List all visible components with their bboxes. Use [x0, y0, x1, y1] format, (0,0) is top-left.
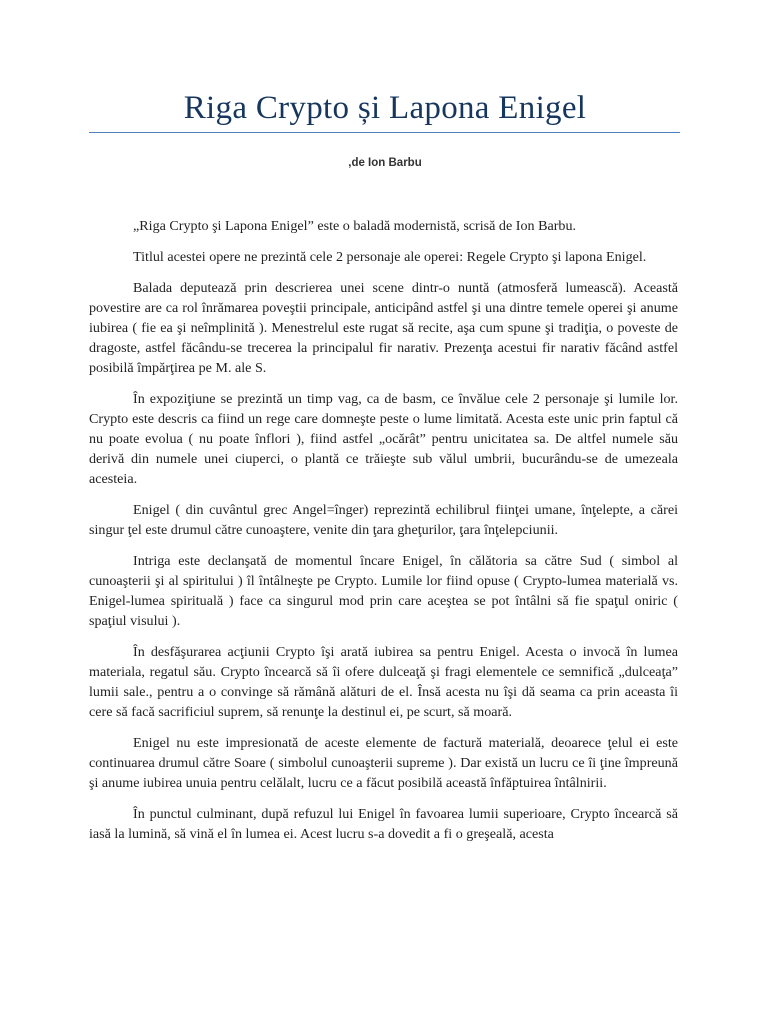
paragraph: „Riga Crypto şi Lapona Enigel” este o baladă modernistă, scrisă de Ion Barbu.	[133, 218, 577, 234]
paragraph: Intriga este declanşată de momentul încare Enigel, în călătoria sa către Sud ( simbol al cunoaşterii şi al spiritului ) îl întâlneşte pe Crypto. Lumile lor fiind opuse ( Crypto-lumea materială vs. Enigel-lumea spirituală ) face ca singurul mod prin care aceştea se pot întâlni să fie spaţul oniric ( spaţiul visului ).	[89, 553, 678, 629]
document-body	[89, 216, 678, 855]
paragraph: Titlul acestei opere ne prezintă cele 2 personaje ale operei: Regele Crypto şi lapona Enigel.	[133, 249, 647, 265]
paragraph: În desfăşurarea acţiunii Crypto îşi arată iubirea sa pentru Enigel. Acesta o invocă în lumea materiala, regatul său. Crypto încearcă să îi ofere dulceaţă şi fragi elementele ce semnifică „dulceaţa” lumii sale., pentru a o convinge să rămână alături de el. Însă acesta nu îşi dă seama ca prin aceasta îi cere să facă sacrificiul suprem, să renunţe la destinul ei, pe scurt, să moară.	[89, 644, 678, 720]
paragraph: Enigel nu este impresionată de aceste elemente de factură materială, deoarece ţelul ei este continuarea drumul către Soare ( simbolul cunoaşterii supreme ). Dar există un lucru ce îi ţine împreună şi anume iubirea unuia pentru celălalt, lucru ce a făcut posibilă această înfăptuirea întâlnirii.	[89, 735, 678, 791]
paragraph: Balada deputează prin descrierea unei scene dintr-o nuntă (atmosferă lumească). Această povestire are ca rol înrămarea poveştii principale, anticipând astfel şi una dintre temele operei şi anume iubirea ( fie ea şi neîmplinită ). Menestrelul este rugat să recite, aşa cum spune şi tradiţia, o poveste de dragoste, astfel făcându-se trecerea la principalul fir narativ. Prezenţa acestui fir narativ făcând astfel posibilă împărţirea pe M. ale S.	[89, 280, 678, 376]
paragraph: În punctul culminant, după refuzul lui Enigel în favoarea lumii superioare, Crypto încearcă să iasă la lumină, să vină el în lumea ei. Acest lucru s-a dovedit a fi o greşeală, acesta	[89, 806, 678, 842]
author-line: ,de Ion Barbu	[348, 157, 422, 169]
paragraph: Enigel ( din cuvântul grec Angel=înger) reprezintă echilibrul fiinţei umane, înţelepte, a cărei singur ţel este drumul către cunoaştere, venite din ţara gheţurilor, ţara înţelepciunii.	[89, 502, 678, 538]
document-title: Riga Crypto și Lapona Enigel	[183, 90, 587, 126]
paragraph: În expoziţiune se prezintă un timp vag, ca de basm, ce învălue cele 2 personaje şi lumile lor. Crypto este descris ca fiind un rege care domneşte peste o lume limitată. Acesta este unic prin faptul că nu poate evolua ( nu poate înflori ), fiind astfel „ocărât” pentru unicitatea sa. De altfel numele său derivă din numele unei ciuperci, o plantă ce trăieşte sub vălul umbrii, bucurându-se de umezeala acesteia.	[89, 391, 678, 487]
title-underline	[89, 132, 680, 133]
